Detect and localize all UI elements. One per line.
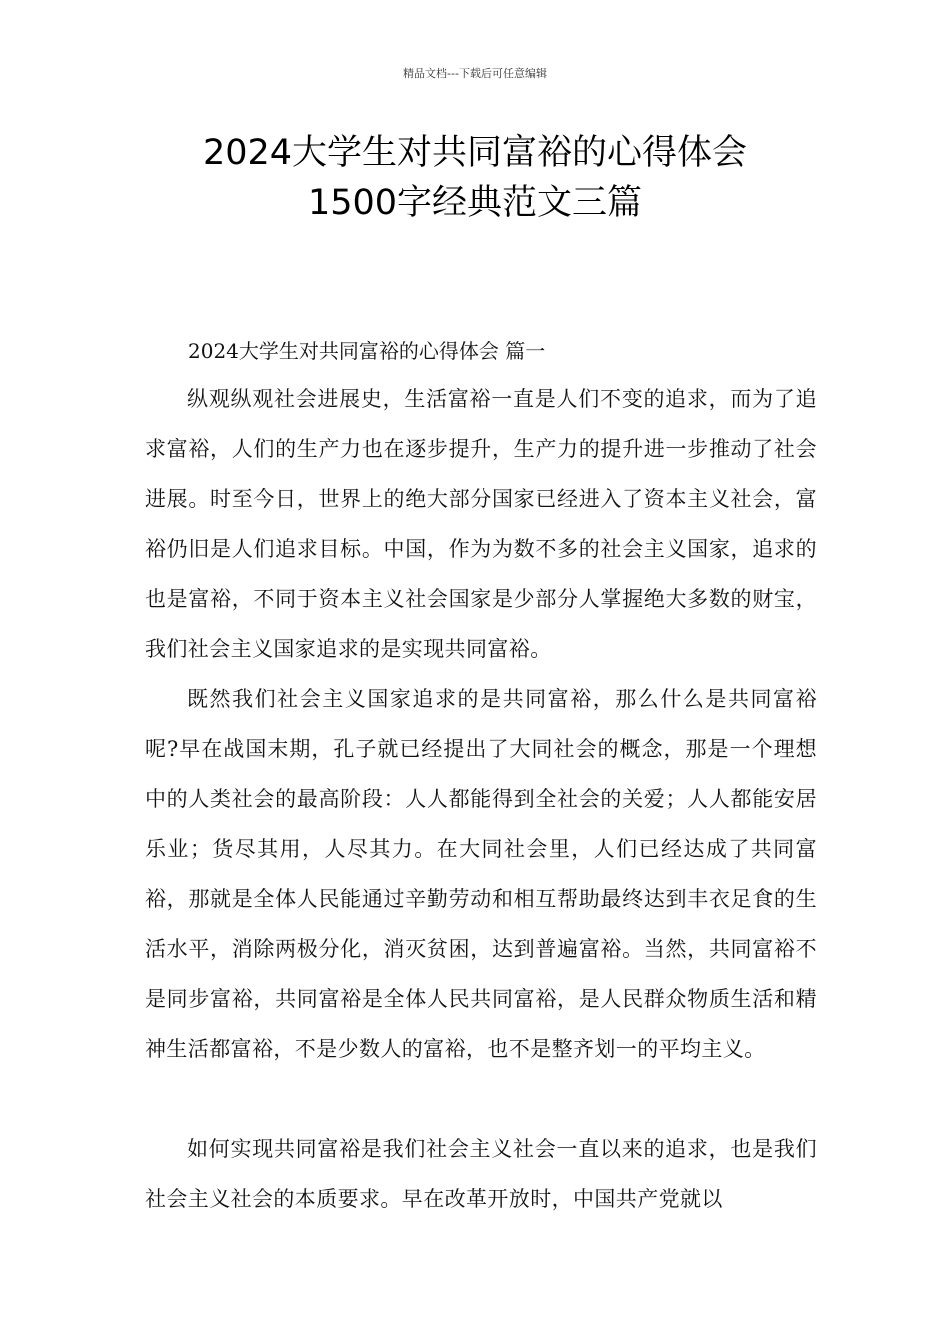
body-paragraph-1 xyxy=(145,374,817,674)
paragraph-text: 如何实现共同富裕是我们社会主义社会一直以来的追求，也是我们社会主义社会的本质要求。早在改革开放时，中国共产党就以 xyxy=(145,1137,817,1211)
document-title-line-2: 1500字经典范文三篇 xyxy=(307,183,643,223)
body-paragraph-2 xyxy=(145,674,817,1074)
document-title xyxy=(95,128,855,228)
body-paragraph-3 xyxy=(145,1124,817,1224)
paragraph-text: 纵观纵观社会进展史，生活富裕一直是人们不变的追求，而为了追求富裕，人们的生产力也在逐步提升，生产力的提升进一步推动了社会进展。时至今日，世界上的绝大部分国家已经进入了资本主义社会，富裕仍旧是人们追求目标。中国，作为为数不多的社会主义国家，追求的也是富裕，不同于资本主义社会国家是少部分人掌握绝大多数的财宝，我们社会主义国家追求的是实现共同富裕。 xyxy=(145,387,817,661)
page-header-note: 精品文档---下载后可任意编辑 xyxy=(403,67,547,80)
document-title-line-1: 2024大学生对共同富裕的心得体会 xyxy=(202,133,748,173)
paragraph-text: 既然我们社会主义国家追求的是共同富裕，那么什么是共同富裕呢?早在战国末期，孔子就已经提出了大同社会的概念，那是一个理想中的人类社会的最高阶段：人人都能得到全社会的关爱；人人都能安居乐业；货尽其用，人尽其力。在大同社会里，人们已经达成了共同富裕，那就是全体人民能通过辛勤劳动和相互帮助最终达到丰衣足食的生活水平，消除两极分化，消灭贫困，达到普遍富裕。当然，共同富裕不是同步富裕，共同富裕是全体人民共同富裕，是人民群众物质生活和精神生活都富裕，不是少数人的富裕，也不是整齐划一的平均主义。 xyxy=(145,687,817,1061)
section-heading: 2024大学生对共同富裕的心得体会 篇一 xyxy=(188,339,546,363)
